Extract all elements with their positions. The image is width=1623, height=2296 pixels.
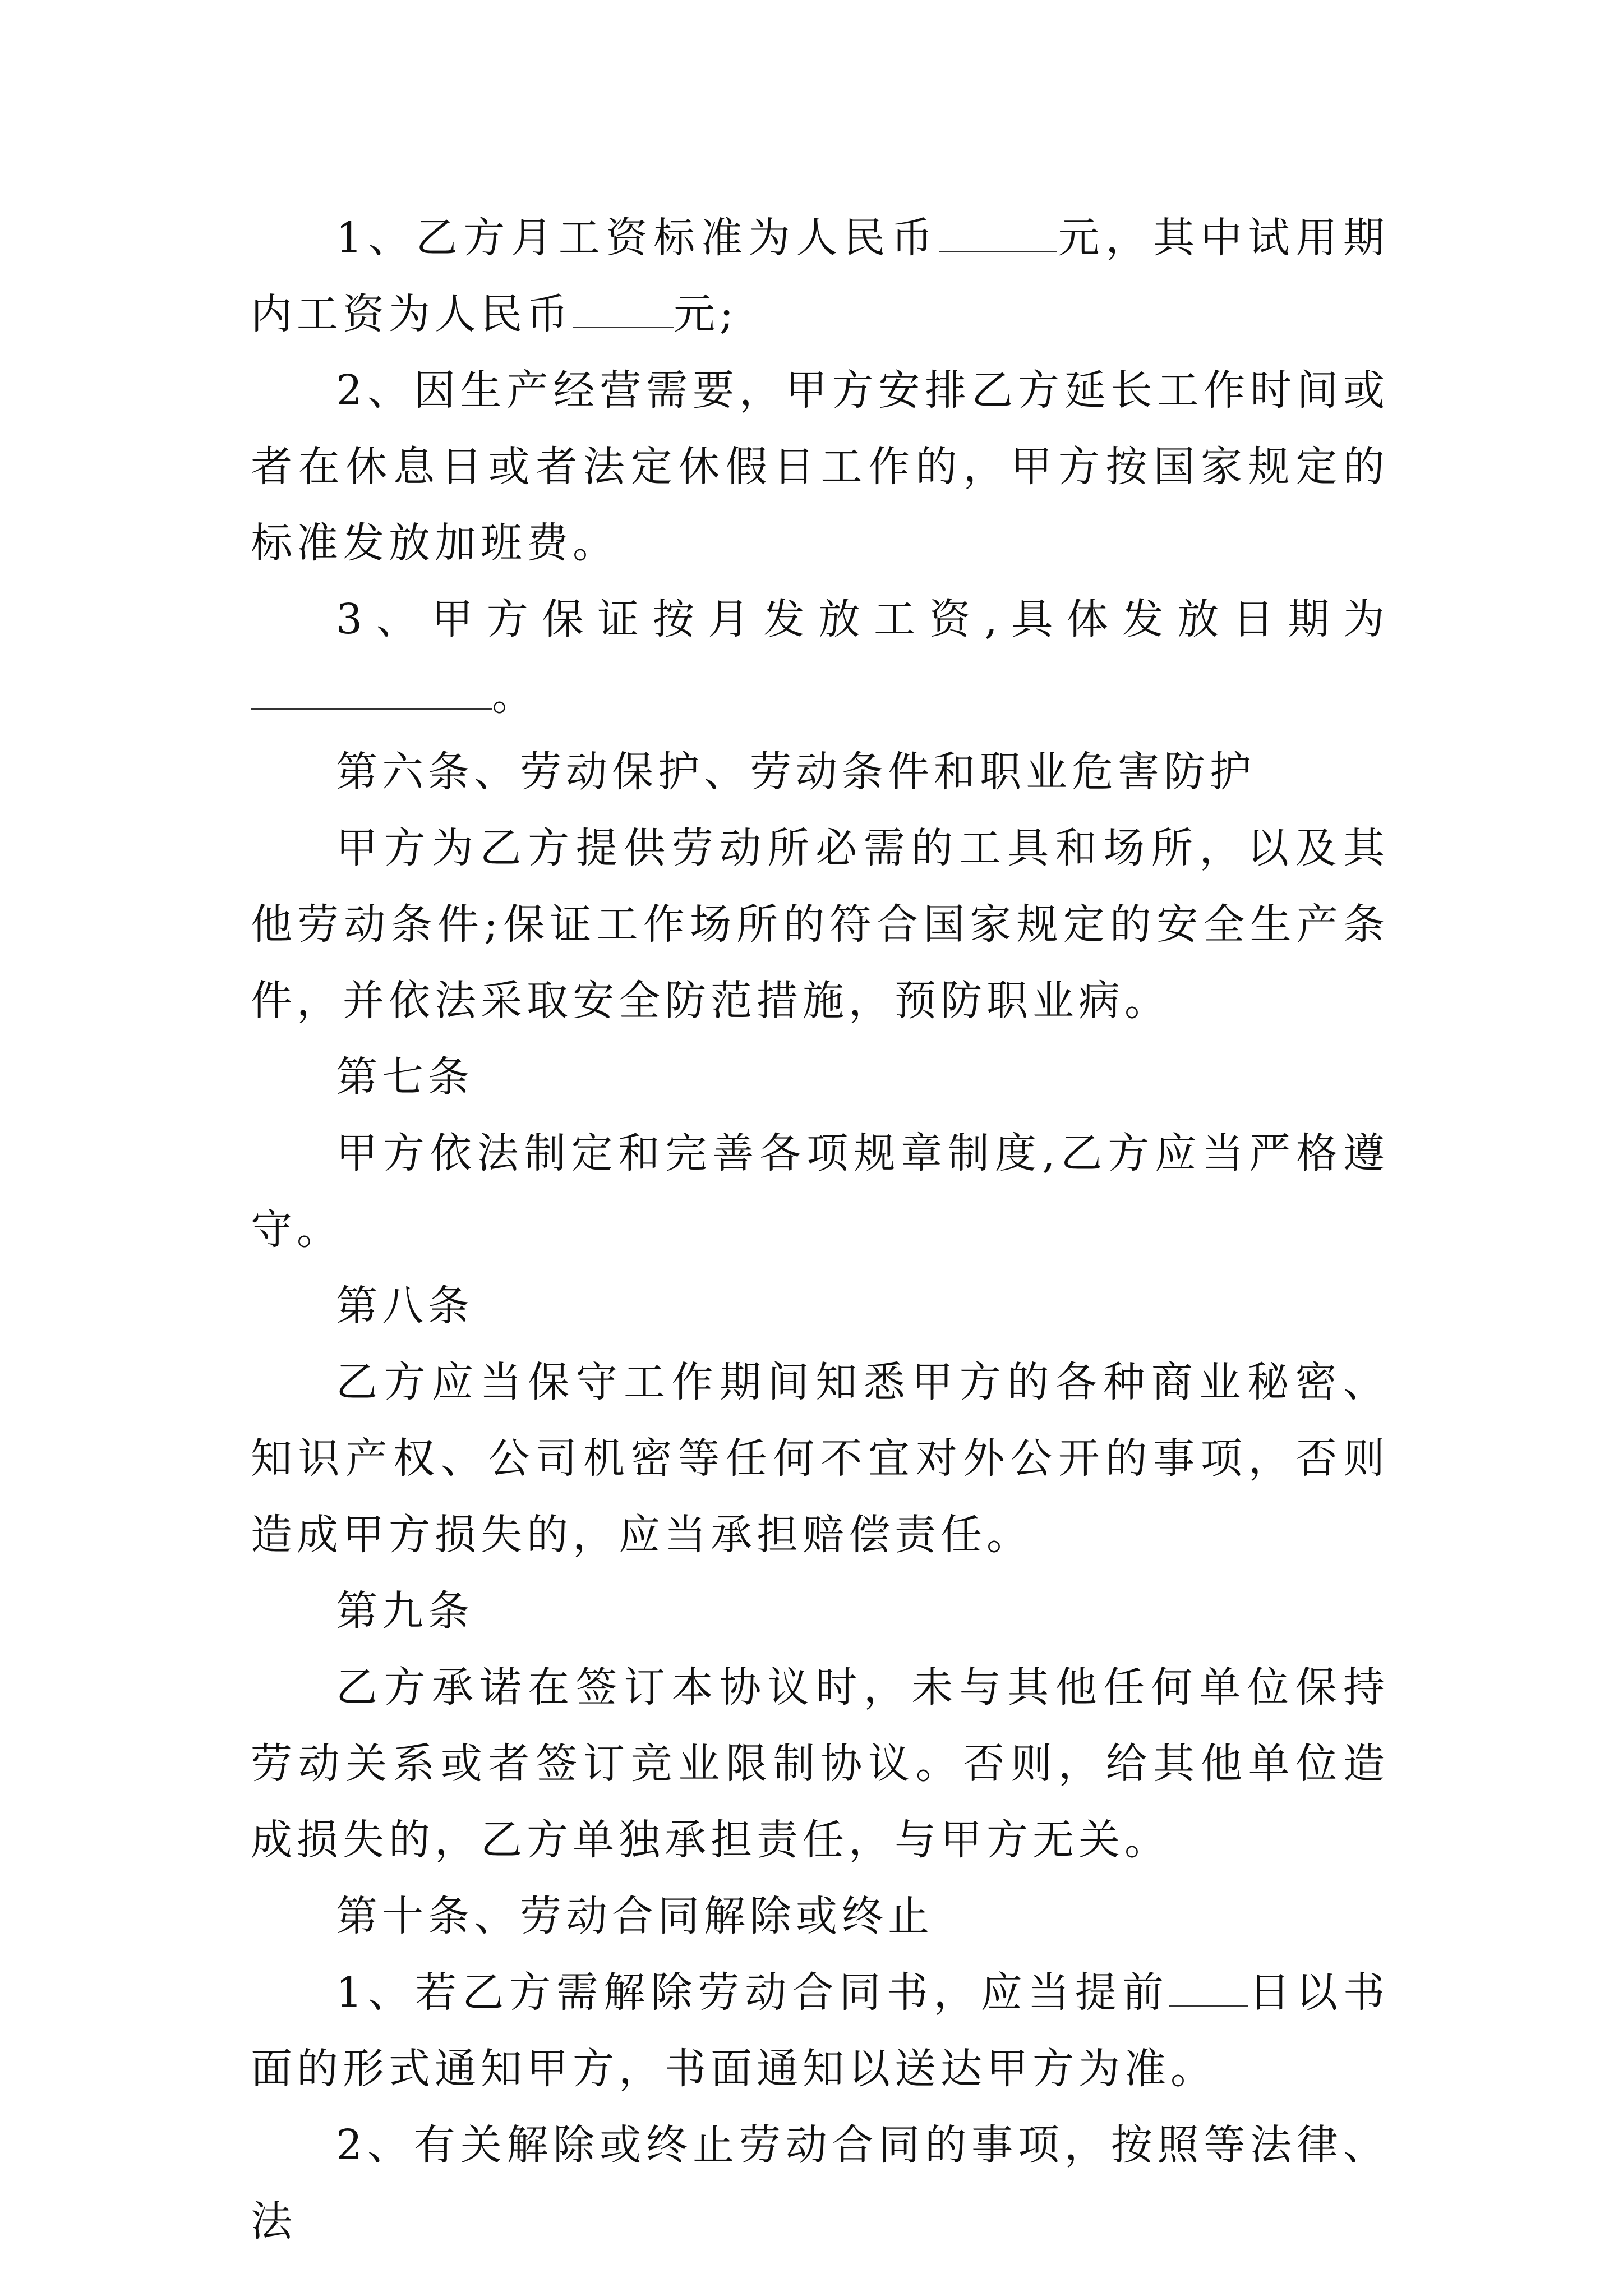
blank-notice-days [1169,1962,1248,2007]
blank-pay-date [251,665,492,710]
paragraph-confidentiality: 乙方应当保守工作期间知悉甲方的各种商业秘密、知识产权、公司机密等任何不宜对外公开的事项，否则造成甲方损失的，应当承担赔偿责任。 [251,1358,1389,1559]
text-segment: 1、若乙方需解除劳动合同书，应当提前 [336,1968,1169,2017]
blank-probation-salary [573,283,674,328]
text-segment: 3、甲方保证按月发放工资,具体发放日期为 [336,595,1389,643]
paragraph-pay-date [251,581,1389,734]
blank-monthly-salary [939,207,1057,252]
text-segment: 。 [492,671,538,720]
heading-article-9: 第九条 [336,1587,474,1635]
heading-article-7: 第七条 [336,1053,474,1101]
document-body [251,200,1389,2260]
text-segment: 1、乙方月工资标准为人民币 [336,214,939,262]
heading-article-10: 第十条、劳动合同解除或终止 [336,1892,934,1940]
heading-article-8: 第八条 [336,1282,474,1330]
paragraph-termination-law: 2、有关解除或终止劳动合同的事项，按照等法律、法 [251,2121,1389,2246]
text-segment: 元; [674,290,738,338]
text-segment: 日以书面的形式通知甲方，书面通知以送达甲方为准。 [251,1968,1389,2093]
heading-article-6: 第六条、劳动保护、劳动条件和职业危害防护 [336,748,1256,796]
paragraph-non-compete: 乙方承诺在签订本协议时，未与其他任何单位保持劳动关系或者签订竞业限制协议。否则，给其他单位造成损失的，乙方单独承担责任，与甲方无关。 [251,1663,1389,1864]
paragraph-rules: 甲方依法制定和完善各项规章制度,乙方应当严格遵守。 [251,1129,1389,1254]
paragraph-salary-standard [251,200,1389,352]
paragraph-labor-protection: 甲方为乙方提供劳动所必需的工具和场所，以及其他劳动条件;保证工作场所的符合国家规定的安全生产条件，并依法采取安全防范措施，预防职业病。 [251,824,1389,1025]
text-segment: 元，其中试用期内工资为人民币 [251,214,1389,338]
paragraph-overtime: 2、因生产经营需要，甲方安排乙方延长工作时间或者在休息日或者法定休假日工作的，甲方按国家规定的标准发放加班费。 [251,366,1389,567]
paragraph-termination-notice [251,1954,1389,2107]
